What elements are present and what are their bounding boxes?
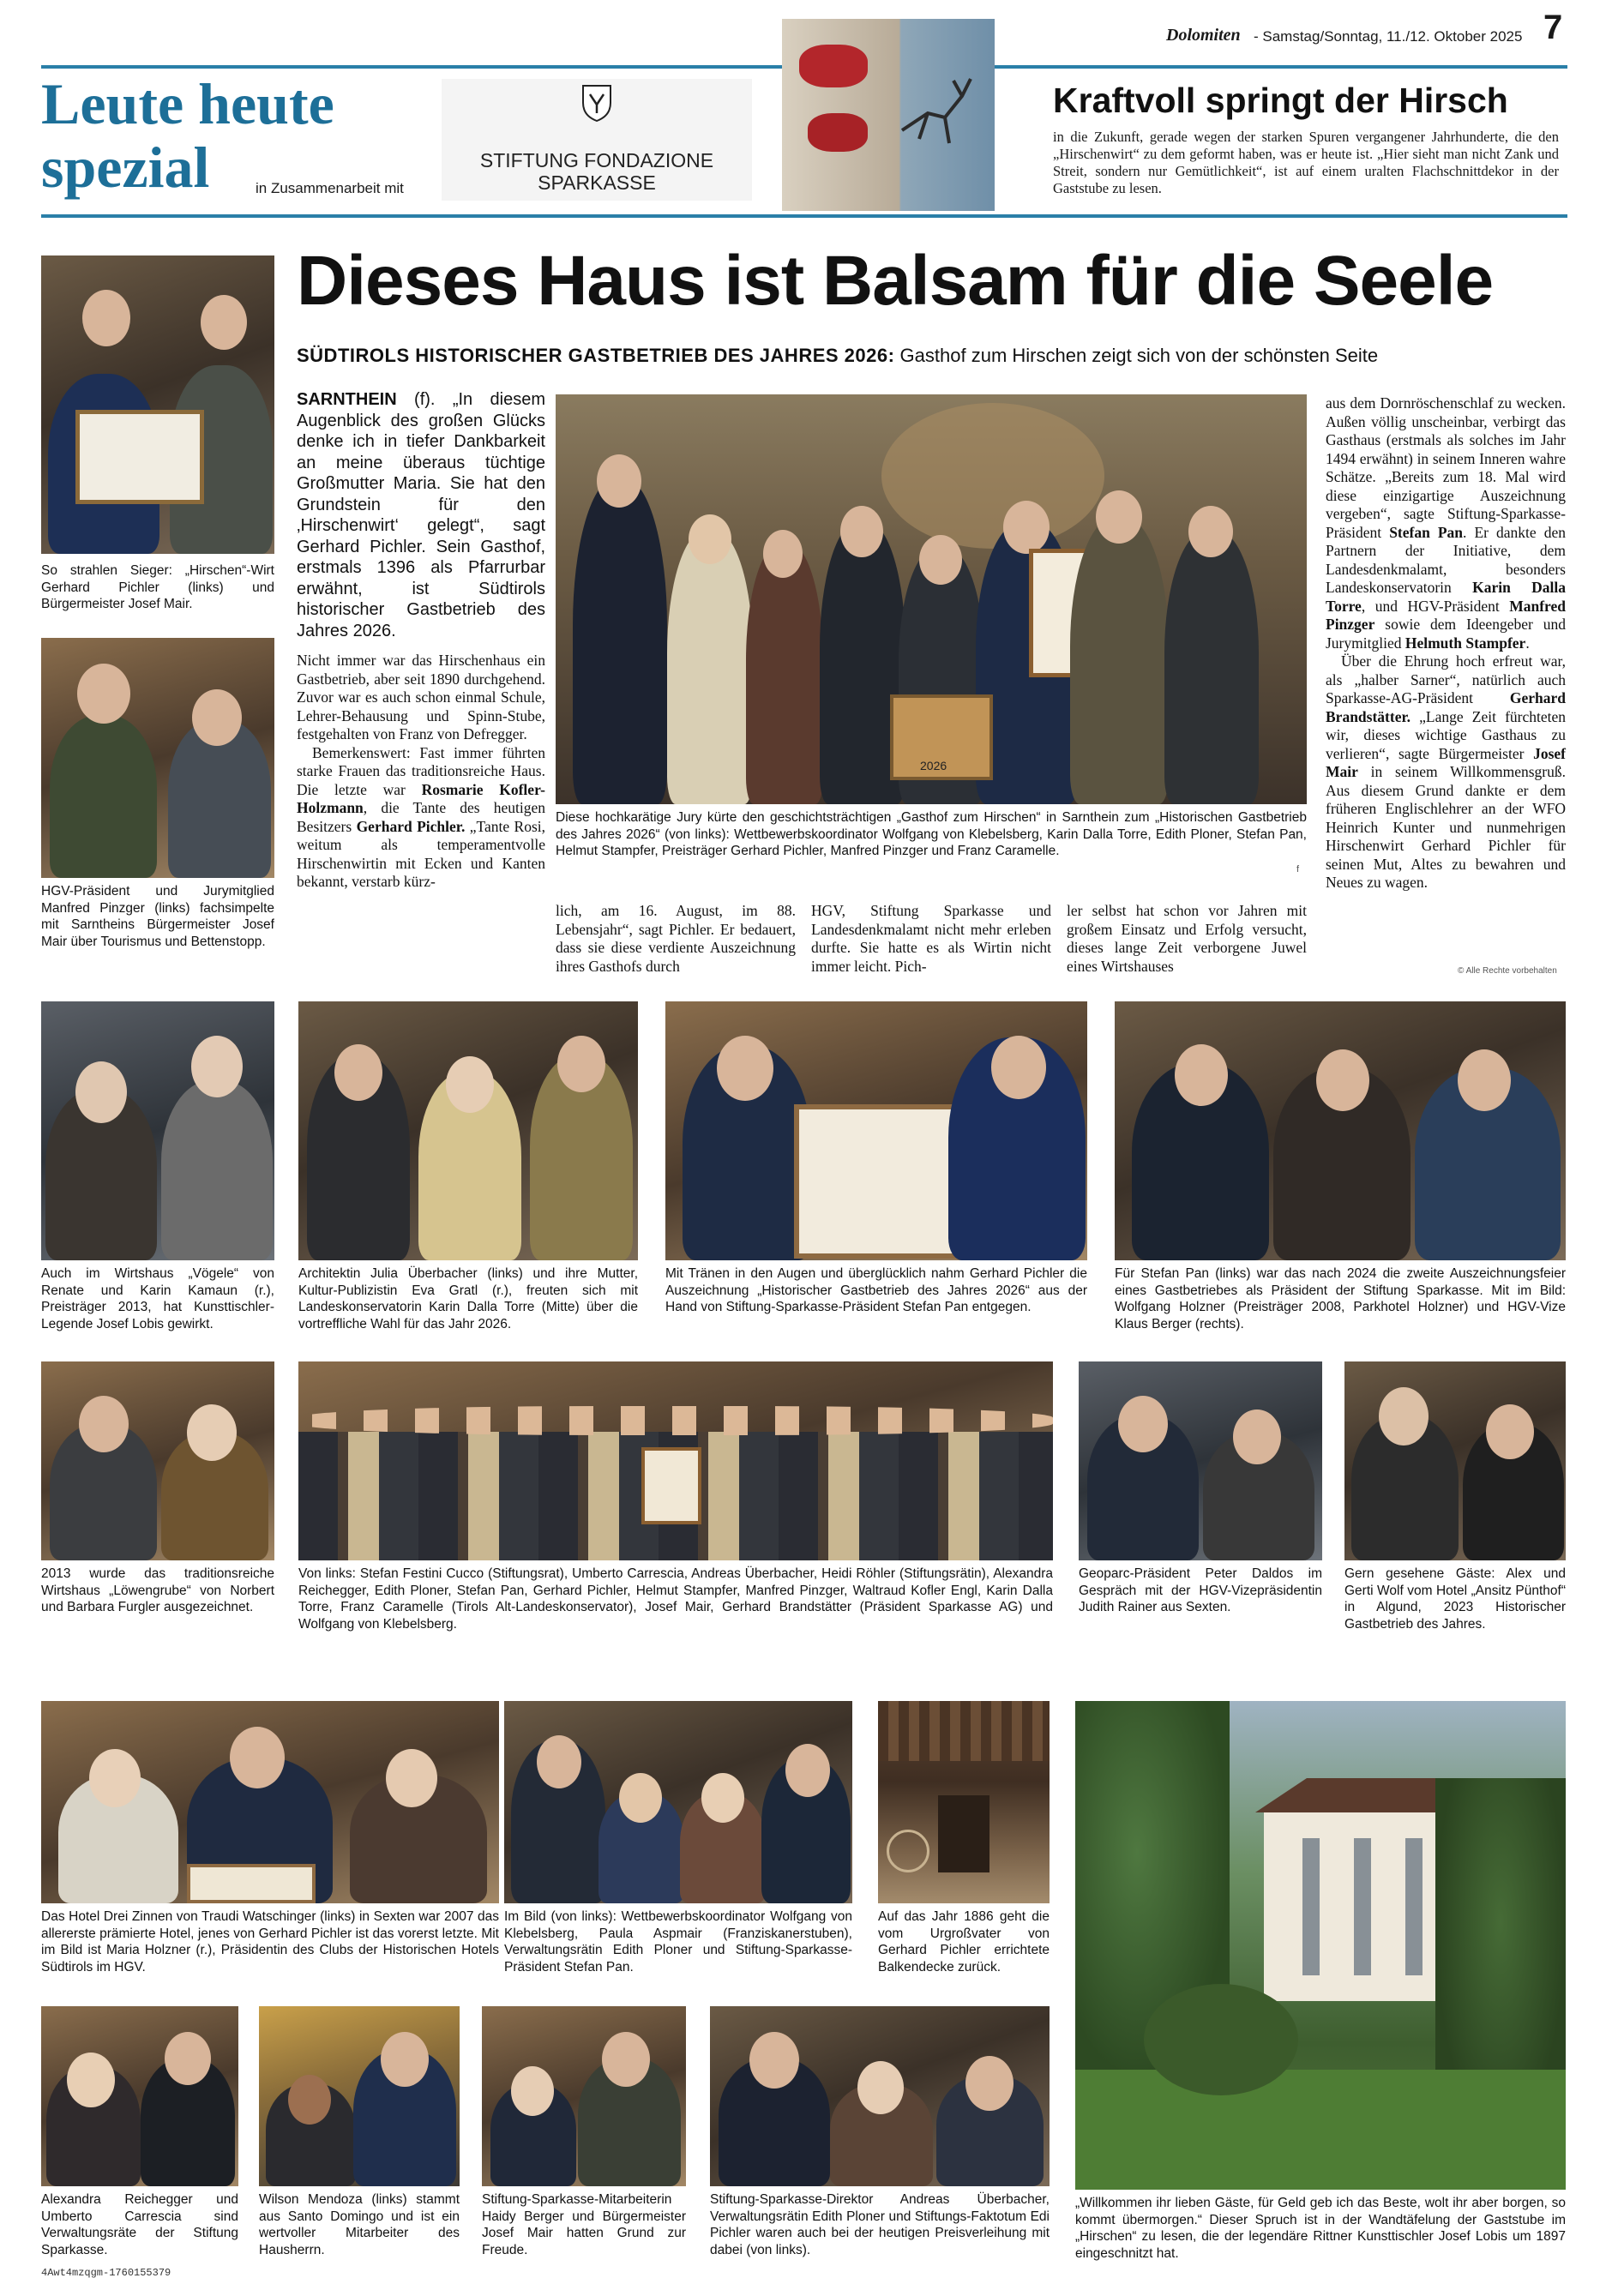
- photo-pan-holzner-berger: [1115, 1001, 1566, 1260]
- caption-berger-mair: Stiftung-Sparkasse-Mitarbeiterin Haidy Berger und Bürgermeister Josef Mair hatten Grund zur Freude.: [482, 2192, 686, 2257]
- dateline: SARNTHEIN: [297, 390, 397, 409]
- article-column-1: [297, 389, 545, 892]
- photo-wolf: [1344, 1361, 1566, 1560]
- caption-wolf: Gern gesehene Gäste: Alex und Gerti Wolf vom Hotel „Ansitz Pünthof“ in Algund, 2023 Historischer Gastbetrieb des Jahres.: [1344, 1566, 1566, 1632]
- page-number: 7: [1543, 9, 1563, 46]
- article-paragraph-2: Nicht immer war das Hirschenhaus ein Gastbetrieb, aber seit 1890 durchgehend. Zuvor war es auch schon einmal Schule, Lehrer-Behausung und Spinn-Stube, festgehalten von Franz von Defregger.: [297, 652, 545, 742]
- photo-mendoza: [259, 2006, 460, 2186]
- sponsor-line2: SPARKASSE: [538, 171, 656, 194]
- caption-watschinger: Das Hotel Drei Zinnen von Traudi Watschinger (links) in Sexten war 2007 das allererste prämierte Hotel, jenes von Gerhard Pichler ist das vorerst letzte. Mit im Bild ist Maria Holzner (r.), Präsidentin des Clubs der Historischen Hotels Südtirols im HGV.: [41, 1909, 499, 1974]
- caption-pan-holzner-berger: Für Stefan Pan (links) war das nach 2024 die zweite Auszeichnungsfeier eines Gastbetriebes als Präsident der Stiftung Sparkasse. Mit im Bild: Wolfgang Holzner (Preisträger 2008, Parkhotel Holzner) und HGV-Vize Klaus Berger (rechts).: [1115, 1266, 1566, 1331]
- teaser-title: Kraftvoll springt der Hirsch: [1053, 81, 1508, 120]
- photo-berger-mair: [482, 2006, 686, 2186]
- photo-watschinger: [41, 1701, 499, 1903]
- article-subhead: [297, 345, 1378, 367]
- photo-furgler: [41, 1361, 274, 1560]
- date-line: - Samstag/Sonntag, 11./12. Oktober 2025: [1254, 28, 1523, 45]
- article-lead: [297, 389, 545, 641]
- section-title-line1: Leute heute: [41, 71, 334, 136]
- article-column-2: lich, am 16. August, im 88. Lebensjahr“, sagt Pichler. Er bedauert, dass sie diese verdiente Auszeichnung ihres Gasthofs durch: [556, 902, 796, 975]
- lead-text: (f). „In diesem Augenblick des großen Glücks denke ich in tiefer Dankbarkeit an meine überaus tüchtige Großmutter Maria. Sie hat den Grundstein für den ‚Hirschenwirt‘ gelegt“, sagt Gerhard Pichler. Sein Gasthof, erstmals 1396 als Pfarrurbar erwähnt, ist Südtirols historischer Gastbetrieb des Jahres 2026.: [297, 390, 545, 640]
- sponsor-logo-box: [442, 79, 752, 201]
- photo-voegele: [41, 1001, 274, 1260]
- photo-ueberbacher-gratl: [298, 1001, 638, 1260]
- teaser-photo-hirsch-sign: [782, 19, 995, 211]
- caption-balkendecke: Auf das Jahr 1886 geht die vom Urgroßvater von Gerhard Pichler errichtete Balkendecke zurück.: [878, 1909, 1050, 1974]
- sponsor-line1: STIFTUNG FONDAZIONE: [479, 149, 714, 171]
- caption-gasthof-exterior: „Willkommen ihr lieben Gäste, für Geld geb ich das Beste, wolt ihr aber borgen, so kommt übermorgen.“ Dieser Spruch ist in der Wandtäfelung der Gaststube im „Hirschen“ zu lesen, die der legendäre Rittner Kunsttischler Josef Lobis um 1897 eingeschnitzt hat.: [1075, 2196, 1566, 2261]
- caption-pinzger-mair: HGV-Präsident und Jurymitglied Manfred Pinzger (links) fachsimpelte mit Sarntheins Bürgermeister Josef Mair über Tourismus und Bettenstopp.: [41, 884, 274, 949]
- teaser-text: in die Zukunft, gerade wegen der starken Spuren vergangener Jahrhunderte, die den „Hirschenwirt“ zu dem geformt haben, was er heute ist. „Hier sieht man nicht Zank und Streit, sondern nur Gemütlichkeit“, ist auf einem uralten Flachschnittdekor in der Gaststube zu lesen.: [1053, 129, 1559, 196]
- caption-mendoza: Wilson Mendoza (links) stammt aus Santo Domingo und ist ein wertvoller Mitarbeiter des Hausherrn.: [259, 2192, 460, 2257]
- column5-paragraph-2: Über die Ehrung hoch erfreut war, als „halber Sarner“, natürlich auch Sparkasse-AG-Präsident Gerhard Brandstätter. „Lange Zeit fürchteten wir, dieses wichtige Gasthaus zu verlieren“, sagte Bürgermeister Josef Mair in seinem Willkommensgruß. Aus diesem Grund dankte er dem früheren Englischlehrer an der WFO Heinrich Kunter und nunmehrigen Hirschenwirt Gerhard Pichler für seinen Mut, Altes zu bewahren und Neues zu wagen.: [1326, 652, 1566, 891]
- article-paragraph-3: Bemerkenswert: Fast immer führten starke Frauen das traditionsreiche Haus. Die letzte war Rosmarie Kofler-Holzmann, die Tante des heutigen Besitzers Gerhard Pichler. „Tante Rosi, weitum als temperamentvolle Hirschenwirtin mit Ecken und Kanten bekannt, verstarb kürz-: [297, 743, 546, 890]
- main-photo-caption: Diese hochkarätige Jury kürte den geschichtsträchtigen „Gasthof zum Hirschen“ in Sarnthein zum „Historischen Gastbetrieb des Jahres 2026“ (von links): Wettbewerbskoordinator Wolfgang von Klebelsberg, Karin Dalla Torre, Edith Ploner, Stefan Pan, Helmut Stampfer, Preisträger Gerhard Pichler, Manfred Pinzger und Franz Caramelle.: [556, 810, 1307, 858]
- photo-reichegger-carrescia: [41, 2006, 238, 2186]
- article-column-5: [1326, 394, 1566, 893]
- cooperation-note: in Zusammenarbeit mit: [256, 180, 404, 196]
- photo-balkendecke: [878, 1701, 1050, 1903]
- photo-daldos-rainer: [1079, 1361, 1322, 1560]
- photo-pichler-mair: [41, 255, 274, 554]
- photo-ueberbacher-ploner-pichler: [710, 2006, 1050, 2186]
- main-photo-credit: f: [1296, 864, 1300, 875]
- photo-group: [298, 1361, 1053, 1560]
- header-bottom-rule: [41, 214, 1567, 218]
- column5-paragraph-1: aus dem Dornröschenschlaf zu wecken. Außen völlig unscheinbar, verbirgt das Gasthaus (erstmals als solches im Jahr 1494 erwähnt) in seinem Inneren wahre Schätze. „Bereits zum 18. Mal wird diese einzigartige Auszeichnung vergeben“, sagte Stiftung-Sparkasse-Präsident Stefan Pan. Er dankte den Partnern der Initiative, dem Landesdenkmalamt, besonders Landeskonservatorin Karin Dalla Torre, und HGV-Präsident Manfred Pinzger sowie dem Ideengeber und Jurymitglied Helmuth Stampfer.: [1326, 394, 1567, 652]
- article-headline: Dieses Haus ist Balsam für die Seele: [297, 242, 1494, 320]
- photo-klebelsberg-aspmair: [504, 1701, 852, 1903]
- caption-award-handover: Mit Tränen in den Augen und überglücklich nahm Gerhard Pichler die Auszeichnung „Historischer Gastbetrieb des Jahres 2026“ aus der Hand von Stiftung-Sparkasse-Präsident Stefan Pan entgegen.: [665, 1266, 1087, 1314]
- caption-ueberbacher-ploner-pichler: Stiftung-Sparkasse-Direktor Andreas Überbacher, Verwaltungsrätin Edith Ploner und Stiftungs-Faktotum Edi Pichler waren auch bei der heutigen Preisverleihung mit dabei (von links).: [710, 2192, 1050, 2257]
- caption-reichegger-carrescia: Alexandra Reichegger und Umberto Carrescia sind Verwaltungsräte der Stiftung Sparkasse.: [41, 2192, 238, 2257]
- footer-code: 4Awt4mzqgm-1760155379: [41, 2267, 171, 2279]
- subhead-kicker: SÜDTIROLS HISTORISCHER GASTBETRIEB DES JAHRES 2026:: [297, 345, 895, 366]
- main-photo-plaque: 2026: [920, 759, 947, 772]
- caption-voegele: Auch im Wirtshaus „Vögele“ von Renate und Karin Kamaun (r.), Preisträger 2013, hat Kunsttischler-Legende Josef Lobis gewirkt.: [41, 1266, 274, 1331]
- photo-pinzger-mair: [41, 638, 274, 878]
- section-title-line2: spezial: [41, 135, 210, 200]
- main-photo-jury: [556, 394, 1307, 804]
- caption-group: Von links: Stefan Festini Cucco (Stiftungsrat), Umberto Carrescia, Andreas Überbacher, Heidi Röhler (Stiftungsrätin), Alexandra Reichegger, Edith Ploner, Stefan Pan, Gerhard Pichler, Helmut Stampfer, Manfred Pinzger, Waltraud Kofler Engl, Karin Dalla Torre, Franz Caramelle (Tirols Alt-Landeskonservator), Josef Mair, Gerhard Brandstätter (Präsident Sparkasse AG) und Wolfgang von Klebelsberg.: [298, 1566, 1053, 1632]
- stag-sign-icon: [893, 70, 979, 147]
- caption-ueberbacher-gratl: Architektin Julia Überbacher (links) und ihre Mutter, Kultur-Publizistin Eva Gratl (r.), freuten sich mit Landeskonservatorin Karin Dalla Torre (Mitte) über die vortreffliche Wahl für das Jahr 2026.: [298, 1266, 638, 1331]
- paper-name: Dolomiten: [1166, 26, 1241, 45]
- photo-award-handover: [665, 1001, 1087, 1260]
- caption-pichler-mair: So strahlen Sieger: „Hirschen“-Wirt Gerhard Pichler (links) und Bürgermeister Josef Mair.: [41, 563, 274, 611]
- sponsor-crest-icon: [580, 84, 614, 122]
- photo-gasthof-exterior: [1075, 1701, 1566, 2190]
- caption-klebelsberg-aspmair: Im Bild (von links): Wettbewerbskoordinator Wolfgang von Klebelsberg, Paula Aspmair (Franziskanerstuben), Verwaltungsrätin Edith Ploner und Stiftung-Sparkasse-Präsident Stefan Pan.: [504, 1909, 852, 1974]
- article-column-3: HGV, Stiftung Sparkasse und Landesdenkmalamt nicht mehr erleben durfte. Sie hatte es als Wirtin nicht immer leicht. Pich-: [811, 902, 1051, 975]
- caption-daldos-rainer: Geoparc-Präsident Peter Daldos im Gespräch mit der HGV-Vizepräsidentin Judith Rainer aus Sexten.: [1079, 1566, 1322, 1614]
- subhead-text: Gasthof zum Hirschen zeigt sich von der schönsten Seite: [894, 345, 1379, 366]
- rights-notice: © Alle Rechte vorbehalten: [1458, 966, 1557, 976]
- article-column-4: ler selbst hat schon vor Jahren mit großem Einsatz und Erfolg versucht, dieses lange Zeit verborgene Juwel eines Wirtshauses: [1067, 902, 1307, 975]
- caption-furgler: 2013 wurde das traditionsreiche Wirtshaus „Löwengrube“ von Norbert und Barbara Furgler ausgezeichnet.: [41, 1566, 274, 1614]
